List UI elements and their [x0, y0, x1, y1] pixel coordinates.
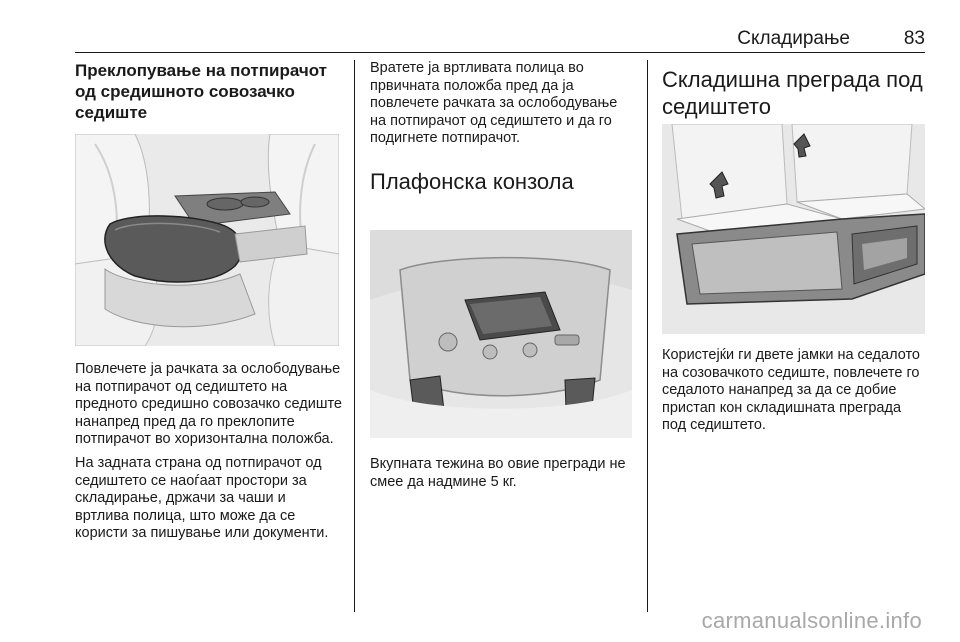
page-number: 83 — [903, 28, 925, 49]
footer-watermark: carmanualsonline.info — [701, 608, 922, 633]
underseat-storage-illustration — [662, 124, 925, 334]
column-armrest — [75, 60, 343, 123]
armrest-paragraph-2: На задната страна од потпирачот од седиштето се наоѓаат простори за складирање, држачи за чаши и вртлива полица, што може да се користи за пишување или документи. — [75, 454, 329, 542]
column-divider — [647, 60, 648, 612]
column-overhead — [370, 60, 632, 195]
underseat-heading: Складишна преграда под седиштето — [662, 67, 923, 119]
page-header — [75, 28, 925, 54]
section-title: Складирање — [737, 28, 850, 49]
overhead-text — [370, 456, 632, 491]
underseat-paragraph: Користејќи ги двете јамки на седалото на созовачкото седиште, повлечете го седалото нанапред за да се добие пристап кон складишната преграда под седиштето. — [662, 347, 920, 434]
overhead-console-heading: Плафонска конзола — [370, 168, 574, 194]
header-rule — [75, 52, 925, 53]
overhead-console-illustration — [370, 230, 632, 438]
underseat-text — [662, 347, 925, 435]
armrest-text — [75, 361, 343, 543]
column-underseat — [662, 66, 925, 120]
weight-limit-paragraph: Вкупната тежина во овие прегради не смее да надмине 5 кг. — [370, 456, 626, 490]
armrest-heading: Преклопување на потпирачот од средишното совозачко седиште — [75, 61, 328, 122]
overhead-console-image — [370, 230, 632, 438]
shelf-return-paragraph: Вратете ја вртливата полица во првичната положба пред да ја повлечете рачката за ослободување на потпирачот од седиштето и да го подигнете потпирачот. — [370, 60, 618, 147]
armrest-image — [75, 134, 339, 346]
column-divider — [354, 60, 355, 612]
armrest-illustration — [75, 134, 339, 346]
armrest-paragraph-1: Повлечете ја рачката за ослободување на потпирачот од седиштето на предното средишно совозачко седиште нанапред пред да го преклопите потпирачот во хоризонтална положба. — [75, 361, 342, 448]
underseat-storage-image — [662, 124, 925, 334]
